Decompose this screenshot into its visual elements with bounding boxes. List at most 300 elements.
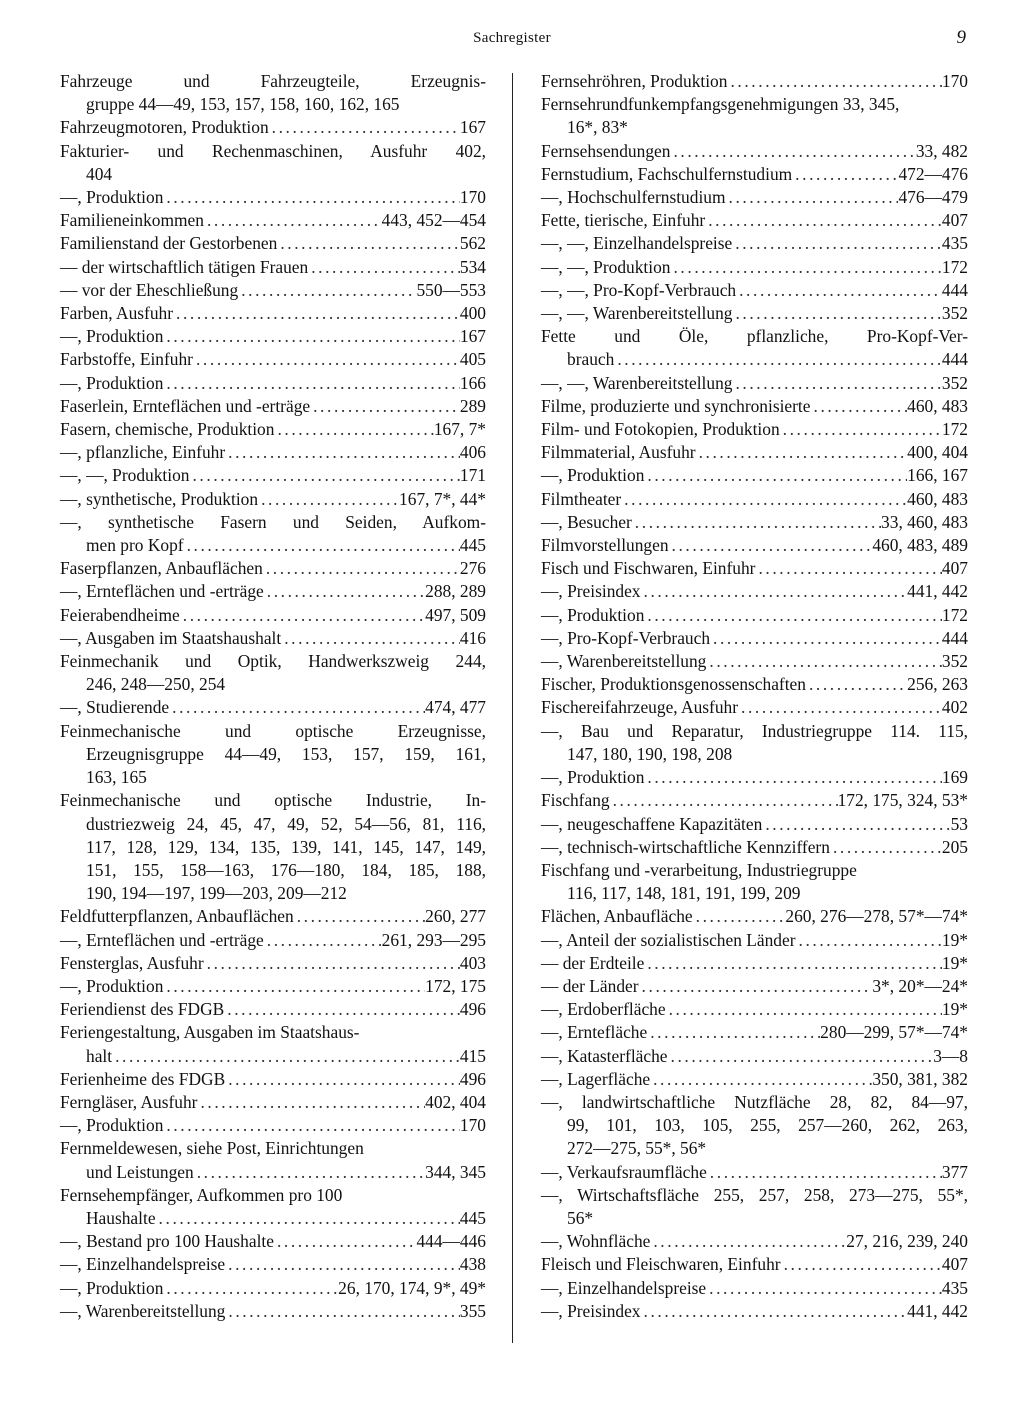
index-entry xyxy=(541,395,968,418)
dot-leader xyxy=(264,929,382,952)
entry-term: Fahrzeugmotoren, Produktion xyxy=(60,117,269,138)
dot-leader xyxy=(650,1068,872,1091)
index-entry xyxy=(541,140,968,163)
entry-term: —, Wohnfläche xyxy=(541,1231,651,1252)
index-entry-line xyxy=(541,627,968,650)
index-entry xyxy=(60,580,486,603)
index-entry-line xyxy=(541,604,968,627)
entry-term: —, —, Warenbereitstellung xyxy=(541,303,733,324)
index-entry-line xyxy=(541,70,968,93)
index-entry-line xyxy=(541,789,968,812)
index-entry-line: Fakturier- und Rechenmaschinen, Ausfuhr 402, xyxy=(60,140,486,161)
index-entry xyxy=(541,232,968,255)
index-entry xyxy=(541,1068,968,1091)
index-entry xyxy=(60,325,486,348)
entry-page-refs: 166, 167 xyxy=(907,465,968,486)
index-entry xyxy=(541,627,968,650)
index-entry xyxy=(60,1137,486,1183)
index-entry-line xyxy=(541,766,968,789)
entry-page-refs: 445 xyxy=(459,1207,486,1228)
entry-page-refs: 534 xyxy=(459,256,486,277)
entry-page-refs: 33, 482 xyxy=(915,140,968,161)
entry-page-refs: 402, 404 xyxy=(425,1091,486,1112)
index-entry xyxy=(60,395,486,418)
index-entry-line xyxy=(60,256,486,279)
entry-page-refs: 472—476 xyxy=(898,163,968,184)
index-entry xyxy=(541,209,968,232)
index-entry-line xyxy=(60,464,486,487)
entry-term: — der wirtschaftlich tätigen Frauen xyxy=(60,256,309,277)
index-entry-line xyxy=(60,1277,486,1300)
entry-term: Fette, tierische, Einfuhr xyxy=(541,210,706,231)
index-entry xyxy=(60,789,486,905)
index-entry xyxy=(60,140,486,186)
index-entry-line xyxy=(60,580,486,603)
dot-leader xyxy=(781,1253,942,1276)
index-entry-line: 16*, 83* xyxy=(567,117,628,138)
index-entry-line xyxy=(541,650,968,673)
entry-page-refs: 288, 289 xyxy=(425,581,486,602)
index-entry xyxy=(541,720,968,766)
index-entry-line xyxy=(60,696,486,719)
index-entry-line xyxy=(60,604,486,627)
index-entry-line xyxy=(60,116,486,139)
index-entry-line xyxy=(60,905,486,928)
entry-page-refs: 289 xyxy=(459,395,486,416)
entry-term: Fernsehsendungen xyxy=(541,140,671,161)
index-entry xyxy=(60,1300,486,1323)
dot-leader xyxy=(163,372,460,395)
index-entry xyxy=(541,789,968,812)
index-entry-line: 151, 155, 158—163, 176—180, 184, 185, 188, xyxy=(86,859,486,880)
entry-page-refs: 444 xyxy=(941,349,968,370)
entry-term: —, neugeschaffene Kapazitäten xyxy=(541,813,763,834)
index-entry xyxy=(541,1045,968,1068)
entry-term: —, Einzelhandelspreise xyxy=(541,1277,707,1298)
dot-leader xyxy=(796,929,942,952)
entry-page-refs: 3*, 20*—24* xyxy=(872,975,968,996)
entry-page-refs: 415 xyxy=(459,1045,486,1066)
index-entry-line: Erzeugnisgruppe 44—49, 153, 157, 159, 161, xyxy=(86,743,486,764)
entry-page-refs: 445 xyxy=(459,535,486,556)
index-entry-line xyxy=(541,372,968,395)
entry-page-refs: 27, 216, 239, 240 xyxy=(846,1231,968,1252)
dot-leader xyxy=(732,302,941,325)
entry-page-refs: 172, 175, 324, 53* xyxy=(837,790,968,811)
index-entry xyxy=(60,1021,486,1067)
dot-leader xyxy=(710,627,942,650)
index-entry xyxy=(60,952,486,975)
entry-page-refs: 435 xyxy=(941,1277,968,1298)
entry-term: —, pflanzliche, Einfuhr xyxy=(60,442,226,463)
index-entry xyxy=(60,441,486,464)
entry-term: Filmtheater xyxy=(541,488,622,509)
index-entry-line: —, landwirtschaftliche Nutzfläche 28, 82, 84—97, xyxy=(541,1091,968,1112)
index-entry xyxy=(60,209,486,232)
dot-leader xyxy=(224,998,460,1021)
index-entry-line xyxy=(541,232,968,255)
entry-term: —, Warenbereitstellung xyxy=(60,1300,226,1321)
dot-leader xyxy=(644,952,942,975)
entry-term: Fischfang xyxy=(541,790,610,811)
dot-leader xyxy=(258,488,399,511)
index-entry xyxy=(541,650,968,673)
index-entry xyxy=(541,511,968,534)
index-entry-line xyxy=(541,1230,968,1253)
index-entry xyxy=(60,975,486,998)
index-entry-line xyxy=(541,441,968,464)
index-column-right xyxy=(541,70,968,1323)
index-column-left xyxy=(60,70,486,1323)
entry-term: —, Erntefläche xyxy=(541,1022,648,1043)
index-entry xyxy=(541,418,968,441)
index-entry-line: 117, 128, 129, 134, 135, 139, 141, 145, 147, 149, xyxy=(86,836,486,857)
entry-term: Fasern, chemische, Produktion xyxy=(60,419,275,440)
dot-leader xyxy=(707,1161,942,1184)
index-entry xyxy=(60,1184,486,1230)
entry-page-refs: 170 xyxy=(459,187,486,208)
index-entry-line xyxy=(60,395,486,418)
index-entry-line xyxy=(60,1230,486,1253)
entry-page-refs: 350, 381, 382 xyxy=(872,1068,968,1089)
index-entry xyxy=(541,975,968,998)
index-entry xyxy=(60,650,486,696)
index-entry-line: 147, 180, 190, 198, 208 xyxy=(567,743,733,764)
dot-leader xyxy=(811,395,908,418)
entry-term: men pro Kopf xyxy=(86,535,184,556)
entry-page-refs: 171 xyxy=(459,465,486,486)
entry-page-refs: 352 xyxy=(941,303,968,324)
entry-page-refs: 261, 293—295 xyxy=(381,929,486,950)
entry-page-refs: 352 xyxy=(941,651,968,672)
dot-leader xyxy=(225,1300,460,1323)
index-entry-line xyxy=(60,232,486,255)
entry-page-refs: 496 xyxy=(459,999,486,1020)
index-entry-line xyxy=(541,580,968,603)
dot-leader xyxy=(294,905,425,928)
index-entry xyxy=(60,70,486,116)
entry-page-refs: 166 xyxy=(459,372,486,393)
index-entry-line xyxy=(541,1161,968,1184)
index-entry xyxy=(60,929,486,952)
index-entry-line xyxy=(541,905,968,928)
index-entry-line xyxy=(541,302,968,325)
entry-term: Ferngläser, Ausfuhr xyxy=(60,1091,198,1112)
entry-term: —, Ernteflächen und -erträge xyxy=(60,929,264,950)
index-entry xyxy=(541,1230,968,1253)
entry-term: Farbstoffe, Einfuhr xyxy=(60,349,193,370)
entry-page-refs: 407 xyxy=(941,210,968,231)
index-entry xyxy=(60,348,486,371)
index-entry xyxy=(60,464,486,487)
index-entry-line: Fischfang und -verarbeitung, Industriegruppe xyxy=(541,859,857,880)
index-entry-line xyxy=(541,1253,968,1276)
index-entry-line xyxy=(541,418,968,441)
index-entry xyxy=(60,511,486,557)
entry-page-refs: 435 xyxy=(941,233,968,254)
dot-leader xyxy=(727,70,941,93)
dot-leader xyxy=(173,302,460,325)
index-entry xyxy=(541,1253,968,1276)
dot-leader xyxy=(644,604,942,627)
index-entry-line: 56* xyxy=(567,1207,594,1228)
index-entry xyxy=(60,418,486,441)
index-entry-line xyxy=(541,1045,968,1068)
dot-leader xyxy=(263,557,460,580)
entry-page-refs: 167, 7* xyxy=(433,419,486,440)
entry-term: Feriendienst des FDGB xyxy=(60,999,225,1020)
dot-leader xyxy=(647,1021,820,1044)
index-entry-line xyxy=(60,372,486,395)
entry-term: Filmvorstellungen xyxy=(541,535,669,556)
entry-term: —, Produktion xyxy=(60,1277,164,1298)
index-entry-line: 190, 194—197, 199—203, 209—212 xyxy=(86,883,347,904)
index-entry xyxy=(541,186,968,209)
index-entry xyxy=(541,604,968,627)
dot-leader xyxy=(238,279,416,302)
index-entry-line: 272—275, 55*, 56* xyxy=(567,1138,707,1159)
index-entry xyxy=(60,1277,486,1300)
entry-page-refs: 167 xyxy=(459,117,486,138)
dot-leader xyxy=(308,256,460,279)
entry-term: Farben, Ausfuhr xyxy=(60,303,174,324)
index-entry-line xyxy=(541,140,968,163)
entry-term: —, Pro-Kopf-Verbrauch xyxy=(541,627,711,648)
dot-leader xyxy=(706,650,942,673)
entry-page-refs: 3—8 xyxy=(933,1045,968,1066)
index-entry-line xyxy=(60,418,486,441)
entry-term: Fernstudium, Fachschulfernstudium xyxy=(541,163,793,184)
entry-page-refs: 26, 170, 174, 9*, 49* xyxy=(338,1277,486,1298)
entry-page-refs: 444 xyxy=(941,279,968,300)
index-entry xyxy=(60,186,486,209)
dot-leader xyxy=(163,975,425,998)
entry-page-refs: 460, 483, 489 xyxy=(872,535,968,556)
entry-term: —, Preisindex xyxy=(541,581,641,602)
entry-page-refs: 377 xyxy=(941,1161,968,1182)
dot-leader xyxy=(762,813,950,836)
index-entry-line: 163, 165 xyxy=(86,767,147,788)
index-entry-line xyxy=(60,302,486,325)
index-entry xyxy=(541,813,968,836)
index-entry-line xyxy=(541,464,968,487)
entry-term: —, —, Warenbereitstellung xyxy=(541,372,733,393)
entry-term: —, Katasterfläche xyxy=(541,1045,668,1066)
entry-term: —, Hochschulfernstudium xyxy=(541,187,726,208)
index-entry-line xyxy=(60,1091,486,1114)
index-entry xyxy=(60,720,486,790)
entry-page-refs: 474, 477 xyxy=(425,697,486,718)
entry-page-refs: 497, 509 xyxy=(425,604,486,625)
index-entry-line xyxy=(541,929,968,952)
dot-leader xyxy=(169,696,425,719)
dot-leader xyxy=(639,975,873,998)
entry-page-refs: 405 xyxy=(459,349,486,370)
dot-leader xyxy=(614,348,942,371)
index-entry xyxy=(541,1021,968,1044)
entry-page-refs: 438 xyxy=(459,1254,486,1275)
index-entry-line xyxy=(541,209,968,232)
dot-leader xyxy=(184,534,460,557)
entry-term: Familienstand der Gestorbenen xyxy=(60,233,278,254)
index-entry-line xyxy=(541,998,968,1021)
index-entry xyxy=(541,836,968,859)
dot-leader xyxy=(163,186,460,209)
entry-page-refs: 550—553 xyxy=(416,279,486,300)
entry-page-refs: 169 xyxy=(941,767,968,788)
index-entry xyxy=(60,998,486,1021)
index-entry-line xyxy=(60,186,486,209)
dot-leader xyxy=(644,464,907,487)
index-entry xyxy=(541,1277,968,1300)
entry-page-refs: 403 xyxy=(459,952,486,973)
index-entry xyxy=(60,1230,486,1253)
index-entry-line xyxy=(60,325,486,348)
dot-leader xyxy=(806,673,907,696)
entry-term: — der Erdteile xyxy=(541,952,645,973)
entry-term: —, Produktion xyxy=(60,975,164,996)
entry-term: halt xyxy=(86,1045,113,1066)
entry-page-refs: 205 xyxy=(941,836,968,857)
entry-term: —, Produktion xyxy=(541,465,645,486)
entry-term: Fischer, Produktionsgenossenschaften xyxy=(541,674,806,695)
dot-leader xyxy=(197,1091,425,1114)
entry-page-refs: 53 xyxy=(950,813,968,834)
entry-term: —, —, Produktion xyxy=(60,465,190,486)
entry-page-refs: 19* xyxy=(941,929,968,950)
entry-page-refs: 352 xyxy=(941,372,968,393)
index-entry xyxy=(60,1068,486,1091)
index-entry-line: Fernmeldewesen, siehe Post, Einrichtungen xyxy=(60,1138,364,1159)
entry-term: —, Produktion xyxy=(60,326,164,347)
index-entry-line xyxy=(541,952,968,975)
dot-leader xyxy=(193,348,460,371)
dot-leader xyxy=(163,325,460,348)
entry-page-refs: 344, 345 xyxy=(425,1161,486,1182)
entry-page-refs: 562 xyxy=(459,233,486,254)
entry-page-refs: 444 xyxy=(941,627,968,648)
entry-term: —, technisch-wirtschaftliche Kennziffern xyxy=(541,836,830,857)
dot-leader xyxy=(830,836,942,859)
index-entry-line: 116, 117, 148, 181, 191, 199, 209 xyxy=(567,883,801,904)
index-entry-line xyxy=(60,929,486,952)
index-entry-line: dustriezweig 24, 45, 47, 49, 52, 54—56, 81, 116, xyxy=(86,813,486,834)
entry-term: —, Besucher xyxy=(541,511,632,532)
dot-leader xyxy=(705,209,942,232)
index-entry-line: gruppe 44—49, 153, 157, 158, 160, 162, 165 xyxy=(86,94,400,115)
index-entry-line: Feinmechanische und optische Erzeugnisse, xyxy=(60,720,486,741)
index-entry-line xyxy=(60,627,486,650)
dot-leader xyxy=(310,395,460,418)
dot-leader xyxy=(780,418,942,441)
entry-term: —, Bestand pro 100 Haushalte xyxy=(60,1231,274,1252)
entry-term: — vor der Eheschließung xyxy=(60,279,239,300)
index-entry xyxy=(541,93,968,139)
index-entry-line xyxy=(60,488,486,511)
dot-leader xyxy=(277,232,460,255)
index-entry-line xyxy=(60,1114,486,1137)
index-entry xyxy=(541,998,968,1021)
dot-leader xyxy=(225,1068,460,1091)
column-divider xyxy=(512,73,513,1343)
index-entry-line: 246, 248—250, 254 xyxy=(86,674,226,695)
index-entry-line: —, Wirtschaftsfläche 255, 257, 258, 273—275, 55*, xyxy=(541,1184,968,1205)
entry-page-refs: 407 xyxy=(941,1254,968,1275)
index-entry xyxy=(541,557,968,580)
dot-leader xyxy=(225,441,460,464)
index-entry-line xyxy=(60,279,486,302)
index-entry-line: —, Bau und Reparatur, Industriegruppe 114. 115, xyxy=(541,720,968,741)
dot-leader xyxy=(269,116,460,139)
entry-term: —, Produktion xyxy=(60,372,164,393)
index-entry-line xyxy=(60,557,486,580)
entry-term: —, Ernteflächen und -erträge xyxy=(60,581,264,602)
index-entry-line xyxy=(60,348,486,371)
entry-term: —, Erdoberfläche xyxy=(541,999,666,1020)
entry-page-refs: 172 xyxy=(941,604,968,625)
entry-page-refs: 407 xyxy=(941,558,968,579)
dot-leader xyxy=(706,1277,942,1300)
dot-leader xyxy=(156,1207,460,1230)
index-entry-line xyxy=(541,813,968,836)
index-entry-line xyxy=(541,186,968,209)
index-entry xyxy=(541,859,968,905)
entry-term: Ferienheime des FDGB xyxy=(60,1068,226,1089)
entry-term: Fisch und Fischwaren, Einfuhr xyxy=(541,558,756,579)
index-entry-line xyxy=(541,348,968,371)
entry-term: —, —, Produktion xyxy=(541,256,671,277)
entry-page-refs: 170 xyxy=(941,71,968,91)
index-entry xyxy=(541,464,968,487)
entry-page-refs: 172 xyxy=(941,256,968,277)
entry-page-refs: 460, 483 xyxy=(907,395,968,416)
entry-term: —, Produktion xyxy=(60,187,164,208)
entry-term: Film- und Fotokopien, Produktion xyxy=(541,419,780,440)
index-entry-line xyxy=(60,998,486,1021)
index-entry xyxy=(541,302,968,325)
index-entry-line: Fernsehrundfunkempfangsgenehmigungen 33, 345, xyxy=(541,94,900,115)
index-entry xyxy=(60,696,486,719)
entry-page-refs: 19* xyxy=(941,999,968,1020)
page-header-title: Sachregister xyxy=(473,30,551,46)
index-entry-line xyxy=(60,209,486,232)
entry-page-refs: 402 xyxy=(941,697,968,718)
dot-leader xyxy=(281,627,460,650)
index-entry xyxy=(541,766,968,789)
index-entry xyxy=(541,952,968,975)
dot-leader xyxy=(644,766,942,789)
index-entry xyxy=(60,627,486,650)
index-entry xyxy=(60,232,486,255)
entry-term: —, Produktion xyxy=(541,604,645,625)
index-entry-line xyxy=(541,673,968,696)
entry-term: Haushalte xyxy=(86,1207,156,1228)
dot-leader xyxy=(204,209,382,232)
entry-term: —, Produktion xyxy=(60,1115,164,1136)
dot-leader xyxy=(264,580,425,603)
index-entry xyxy=(541,279,968,302)
index-entry xyxy=(60,116,486,139)
dot-leader xyxy=(670,140,915,163)
index-entry xyxy=(541,70,968,93)
dot-leader xyxy=(621,488,907,511)
entry-page-refs: 355 xyxy=(459,1300,486,1321)
entry-term: —, Verkaufsraumfläche xyxy=(541,1161,707,1182)
entry-term: —, Einzelhandelspreise xyxy=(60,1254,226,1275)
entry-page-refs: 256, 263 xyxy=(907,674,968,695)
index-entry-line: Feinmechanische und optische Industrie, In- xyxy=(60,790,486,811)
entry-page-refs: 33, 460, 483 xyxy=(881,511,968,532)
